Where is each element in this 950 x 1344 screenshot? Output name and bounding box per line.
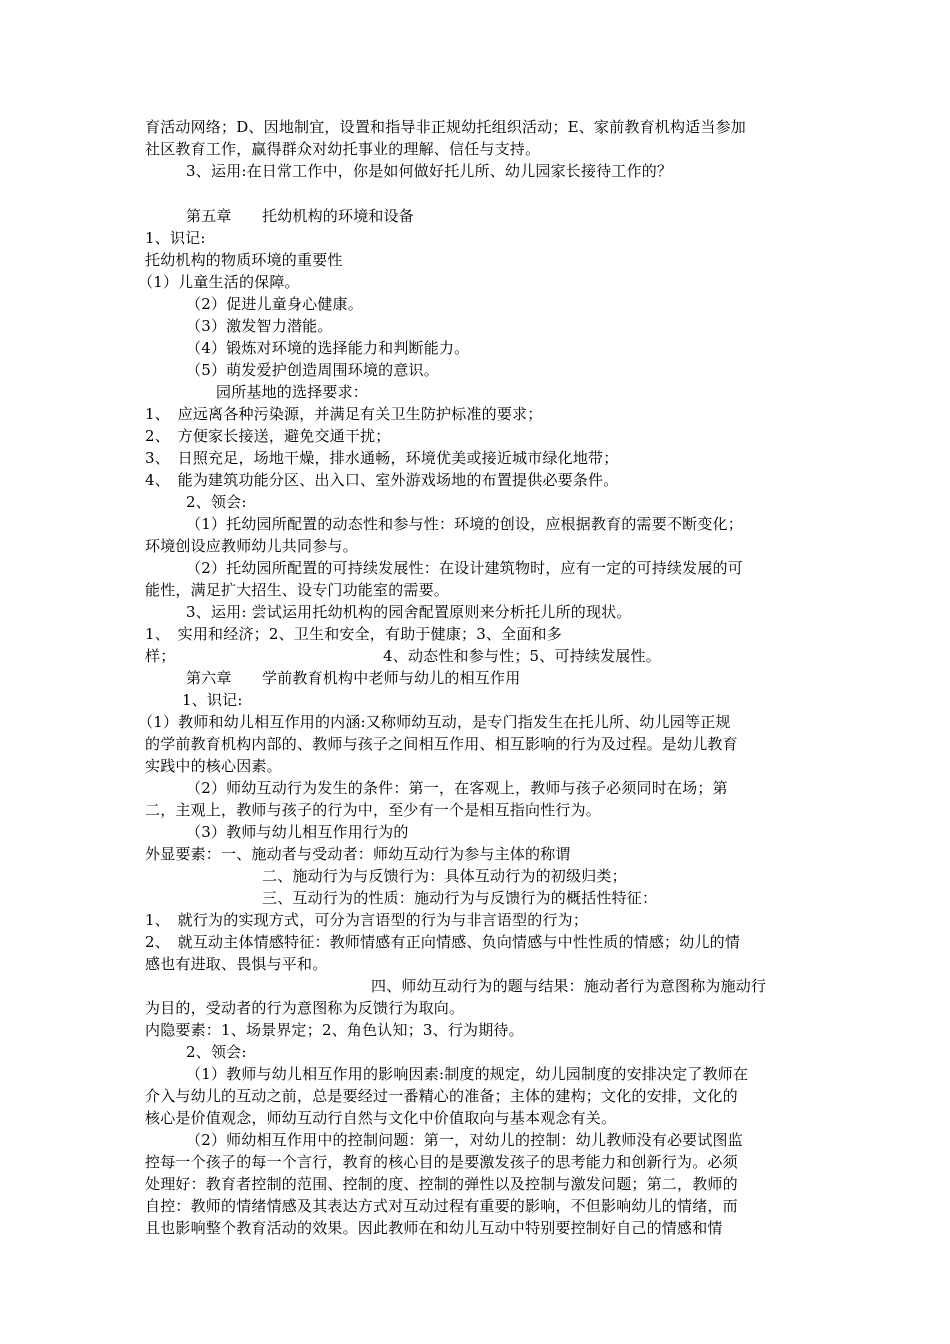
- text-line: 3、运用:在日常工作中，你是如何做好托儿所、幼儿园家长接待工作的？: [186, 162, 673, 180]
- text-line: 3、 日照充足，场地干燥，排水通畅，环境优美或接近城市绿化地带；: [145, 449, 619, 467]
- text-line: （5）萌发爱护创造周围环境的意识。: [186, 361, 439, 379]
- text-line: 四、师幼互动行为的题与结果：施动者行为意图称为施动行: [371, 977, 767, 995]
- text-line: （2）师幼互动行为发生的条件：第一，在客观上，教师与孩子必须同时在场；第: [186, 779, 728, 797]
- text-line: （2）托幼园所配置的可持续发展性：在设计建筑物时，应有一定的可持续发展的可: [186, 559, 743, 577]
- text-line: （1）教师和幼儿相互作用的内涵:又称师幼互动，是专门指发生在托儿所、幼儿园等正规: [138, 713, 731, 731]
- text-line: 1、识记:: [145, 229, 206, 247]
- text-line: 为目的，受动者的行为意图称为反馈行为取向。: [145, 999, 465, 1017]
- text-line: 控每一个孩子的每一个言行，教育的核心目的是要激发孩子的思考能力和创新行为。必须: [145, 1153, 738, 1171]
- text-line: 4、 能为建筑功能分区、出入口、室外游戏场地的布置提供必要条件。: [145, 471, 619, 489]
- text-line: 二、施动行为与反馈行为：具体互动行为的初级归类；: [262, 867, 627, 885]
- text-line: 介入与幼儿的互动之前，总是要经过一番精心的准备；主体的建构；文化的安排，文化的: [145, 1087, 738, 1105]
- text-line: 处理好：教育者控制的范围、控制的度、控制的弹性以及控制与激发问题；第二，教师的: [145, 1175, 738, 1193]
- text-line: 内隐要素：1、场景界定；2、角色认知；3、行为期待。: [145, 1021, 524, 1039]
- text-line: 1、识记:: [182, 691, 243, 709]
- text-line: 4、动态性和参与性；5、可持续发展性。: [383, 647, 661, 665]
- text-line: 样；: [145, 647, 176, 665]
- text-line: 园所基地的选择要求：: [216, 383, 369, 401]
- chapter-heading: 第六章 学前教育机构中老师与幼儿的相互作用: [186, 669, 521, 687]
- text-line: （4）锻炼对环境的选择能力和判断能力。: [186, 339, 470, 357]
- text-line: （2）师幼相互作用中的控制问题：第一，对幼儿的控制：幼儿教师没有必要试图监: [186, 1131, 743, 1149]
- text-line: 2、 就互动主体情感特征：教师情感有正向情感、负向情感与中性性质的情感；幼儿的情: [145, 933, 741, 951]
- text-line: （3）教师与幼儿相互作用行为的: [186, 823, 409, 841]
- chapter-heading: 第五章 托幼机构的环境和设备: [186, 207, 415, 225]
- text-line: （1）教师与幼儿相互作用的影响因素:制度的规定，幼儿园制度的安排决定了教师在: [186, 1065, 749, 1083]
- text-line: 2、领会:: [186, 1043, 247, 1061]
- text-line: 1、 就行为的实现方式，可分为言语型的行为与非言语型的行为；: [145, 911, 589, 929]
- text-line: （1）托幼园所配置的动态性和参与性：环境的创设，应根据教育的需要不断变化；: [186, 515, 743, 533]
- text-line: 自控：教师的情绪情感及其表达方式对互动过程有重要的影响，不但影响幼儿的情绪，而: [145, 1197, 738, 1215]
- text-line: 感也有进取、畏惧与平和。: [145, 955, 328, 973]
- text-line: 2、 方便家长接送，避免交通干扰；: [145, 427, 391, 445]
- text-line: 2、领会:: [186, 493, 247, 511]
- text-line: 1、 实用和经济；2、卫生和安全，有助于健康；3、全面和多: [145, 625, 562, 643]
- text-line: （2）促进儿童身心健康。: [186, 295, 363, 313]
- text-line: 能性，满足扩大招生、设专门功能室的需要。: [145, 581, 450, 599]
- text-line: 实践中的核心因素。: [145, 757, 282, 775]
- text-line: 3、运用: 尝试运用托幼机构的园舍配置原则来分析托儿所的现状。: [186, 603, 632, 621]
- text-line: 育活动网络；D、因地制宜，设置和指导非正规幼托组织活动；E、家前教育机构适当参加: [145, 118, 746, 136]
- text-line: 环境创设应教师幼儿共同参与。: [145, 537, 358, 555]
- text-line: 二，主观上，教师与孩子的行为中，至少有一个是相互指向性行为。: [145, 801, 602, 819]
- text-line: （1）儿童生活的保障。: [138, 273, 300, 291]
- text-line: 外显要素：一、施动者与受动者：师幼互动行为参与主体的称谓: [145, 845, 571, 863]
- text-line: 且也影响整个教育活动的效果。因此教师在和幼儿互动中特别要控制好自己的情感和情: [145, 1219, 723, 1237]
- text-line: （3）激发智力潜能。: [186, 317, 333, 335]
- text-line: 的学前教育机构内部的、教师与孩子之间相互作用、相互影响的行为及过程。是幼儿教育: [145, 735, 738, 753]
- text-line: 核心是价值观念，师幼互动行自然与文化中价值取向与基本观念有关。: [145, 1109, 617, 1127]
- text-line: 托幼机构的物质环境的重要性: [145, 251, 343, 269]
- text-line: 三、互动行为的性质：施动行为与反馈行为的概括性特征：: [262, 889, 658, 907]
- text-line: 1、 应远离各种污染源，并满足有关卫生防护标准的要求；: [145, 405, 543, 423]
- text-line: 社区教育工作，赢得群众对幼托事业的理解、信任与支持。: [145, 140, 541, 158]
